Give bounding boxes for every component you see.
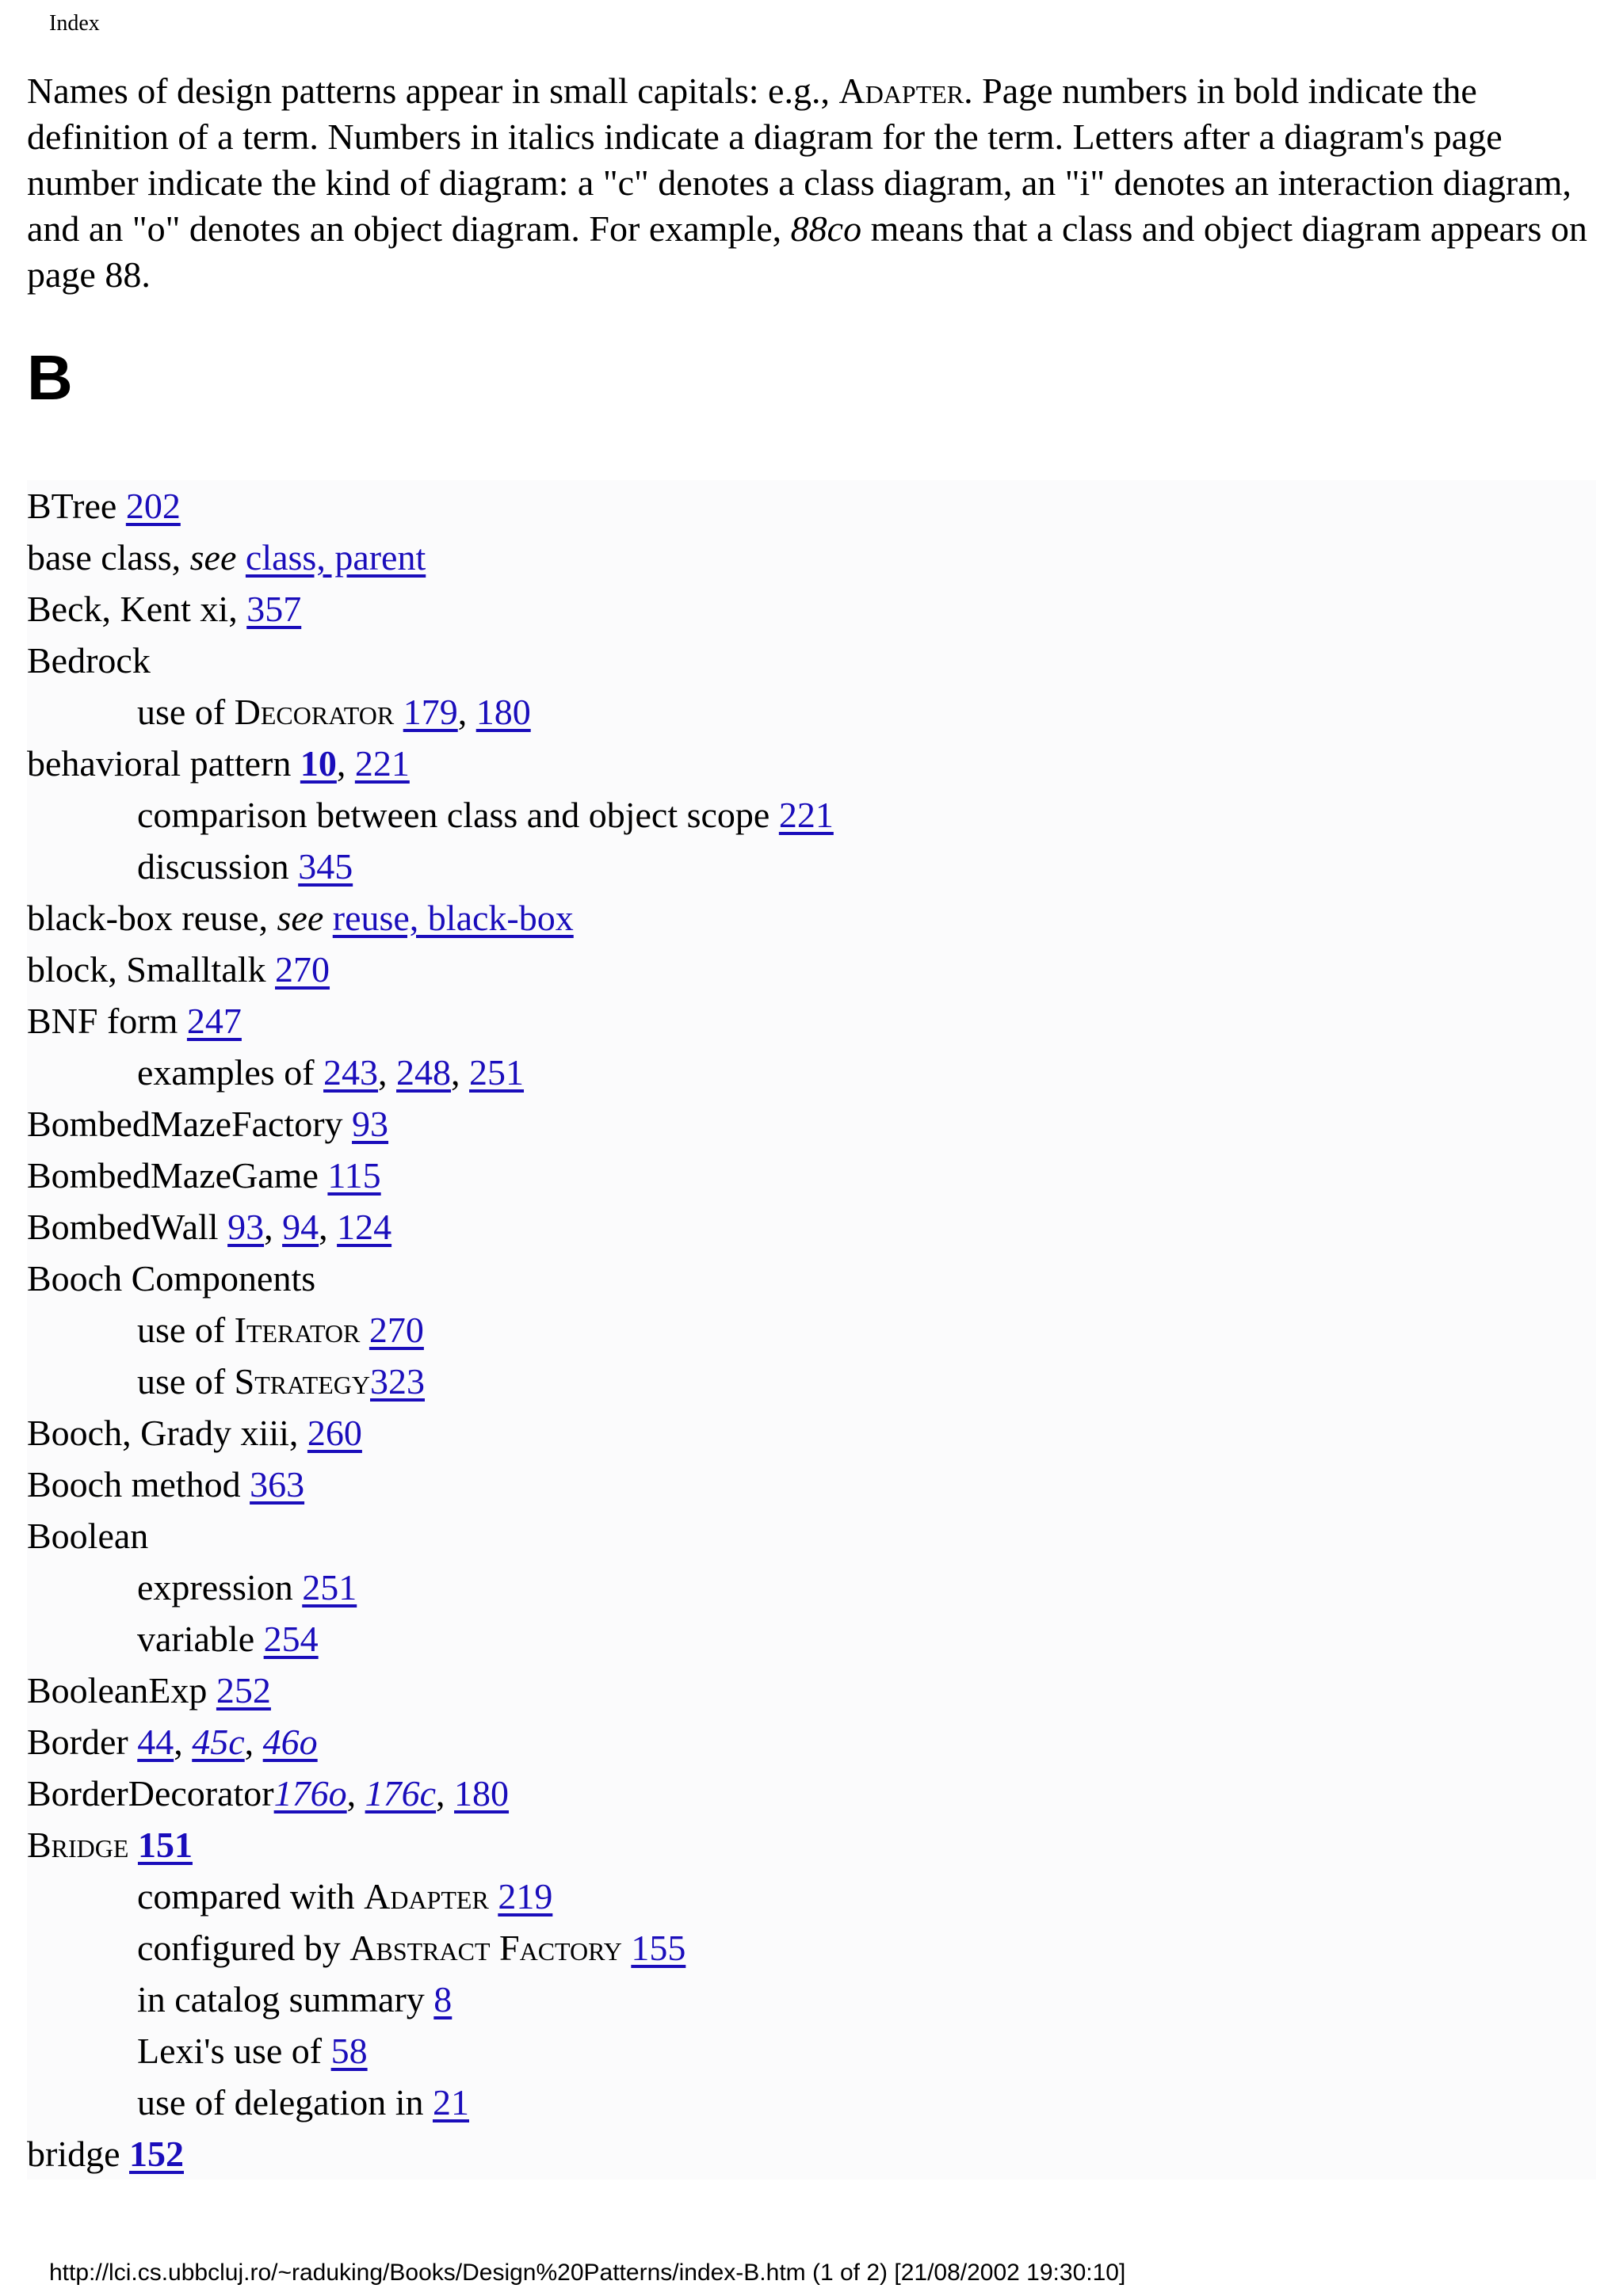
entry-term: BooleanExp: [27, 1670, 208, 1711]
index-subentry: [27, 1304, 1596, 1356]
index-subentry: [27, 1356, 1596, 1407]
entry-pattern-name: Abstract Factory: [349, 1928, 622, 1968]
entry-term: Booch method: [27, 1464, 241, 1505]
page-ref-link[interactable]: 323: [370, 1361, 425, 1402]
entry-pattern-name: Strategy: [234, 1361, 370, 1402]
intro-text-1: Names of design patterns appear in small capitals: e.g.,: [27, 71, 839, 111]
page-ref-link[interactable]: 363: [250, 1464, 305, 1505]
entry-term: base class,: [27, 537, 181, 578]
index-subentry: [27, 1922, 1596, 1974]
footer-url: http://lci.cs.ubbcluj.ro/~raduking/Books/Design%20Patterns/index-B.htm (1 of 2) [21/08/2002 19:30:10]: [49, 2260, 1126, 2286]
index-subentry: [27, 789, 1596, 841]
index-entry: [27, 892, 1596, 944]
entry-term: BombedMazeGame: [27, 1155, 319, 1196]
entry-pattern-name: Adapter: [364, 1876, 489, 1917]
index-subentry: [27, 1974, 1596, 2025]
entry-term: expression: [137, 1567, 293, 1608]
entry-term: Lexi's use of: [137, 2031, 323, 2071]
entry-term: Beck, Kent xi,: [27, 589, 238, 629]
entry-term: use of: [137, 692, 226, 732]
entry-pattern-name: Iterator: [234, 1310, 361, 1350]
index-entry: [27, 2128, 1596, 2180]
page-ref-link[interactable]: 124: [337, 1207, 392, 1247]
entry-term: discussion: [137, 846, 289, 887]
entry-term: use of delegation in: [137, 2082, 424, 2122]
index-entry: [27, 1253, 1596, 1304]
entry-term: variable: [137, 1619, 255, 1659]
entry-term: compared with: [137, 1876, 355, 1917]
entry-term: Boolean: [27, 1516, 149, 1556]
page-ref-link[interactable]: 251: [469, 1052, 525, 1093]
intro-example-pattern: Adapter: [838, 71, 964, 111]
entry-term: in catalog summary: [137, 1979, 425, 2019]
page-ref-link[interactable]: 58: [330, 2031, 368, 2071]
entry-term: behavioral pattern: [27, 743, 292, 784]
entry-term: Booch, Grady xiii,: [27, 1413, 299, 1453]
index-subentry: [27, 1562, 1596, 1613]
page-ref-link[interactable]: 93: [352, 1104, 389, 1144]
index-subentry: [27, 2077, 1596, 2128]
page-ref-link[interactable]: 270: [369, 1310, 424, 1350]
index-entry: [27, 1407, 1596, 1459]
entry-term: block, Smalltalk: [27, 949, 266, 990]
page-header-title: Index: [49, 11, 100, 36]
see-label: see: [277, 898, 324, 938]
index-entry: [27, 1150, 1596, 1201]
section-letter-heading: B: [27, 342, 73, 413]
index-entry-list: [27, 480, 1596, 2180]
page-ref-link[interactable]: 8: [433, 1979, 453, 2019]
intro-example-ref: 88co: [790, 208, 862, 249]
index-entry: [27, 1819, 1596, 1871]
index-subentry: use of Decorator 179, 180: [137, 692, 531, 732]
index-entry: [27, 583, 1596, 635]
page-ref-link[interactable]: 94: [282, 1207, 319, 1247]
entry-pattern-name: Bridge: [27, 1825, 129, 1865]
entry-term: Bedrock: [27, 640, 151, 681]
entry-term: bridge: [27, 2134, 120, 2174]
page-ref-link[interactable]: 180: [454, 1773, 510, 1814]
page-ref-link[interactable]: 270: [275, 949, 330, 990]
page-ref-link[interactable]: 254: [263, 1619, 319, 1659]
index-entry: [27, 532, 1596, 583]
intro-text-2: . Page numbers in bold indicate the definition of a term. Numbers in italics indicate a diagram for the term. Letters after a diagram's page number indicate the kind of diagram: a "c" denotes a class diagram, an "i" denotes an interaction diagram, and an "o" denotes an object diagram. For example,: [27, 71, 1571, 249]
index-entry: behavioral pattern 10, 221: [27, 743, 410, 784]
page-ref-link[interactable]: 202: [125, 486, 181, 526]
page-ref-link[interactable]: 10: [300, 743, 337, 784]
entry-term: use of: [137, 1310, 226, 1350]
index-entry: [27, 995, 1596, 1047]
index-entry: [27, 1459, 1596, 1510]
page-ref-link[interactable]: 151: [137, 1825, 193, 1865]
page-ref-link[interactable]: 44: [137, 1722, 174, 1762]
page-ref-link[interactable]: 179: [403, 692, 458, 732]
see-link[interactable]: reuse, black-box: [332, 898, 574, 938]
entry-term: configured by: [137, 1928, 341, 1968]
page-ref-link[interactable]: 247: [186, 1001, 242, 1041]
index-subentry: examples of 243, 248, 251: [137, 1052, 525, 1093]
page-ref-link[interactable]: 252: [216, 1670, 271, 1711]
entry-term: use of: [137, 1361, 226, 1402]
page-ref-link[interactable]: 248: [396, 1052, 452, 1093]
page-ref-link[interactable]: 221: [354, 743, 410, 784]
see-label: see: [189, 537, 237, 578]
entry-term: examples of: [137, 1052, 315, 1093]
index-subentry: [27, 1871, 1596, 1922]
page-ref-link[interactable]: 93: [227, 1207, 265, 1247]
page-ref-link[interactable]: 155: [631, 1928, 686, 1968]
index-entry: Border 44, 45c, 46o: [27, 1722, 318, 1762]
page-ref-link[interactable]: 180: [475, 692, 531, 732]
index-entry: BombedWall 93, 94, 124: [27, 1207, 392, 1247]
index-entry: [27, 635, 1596, 686]
entry-term: comparison between class and object scope: [137, 795, 770, 835]
page-ref-link[interactable]: 251: [302, 1567, 357, 1608]
entry-term: Booch Components: [27, 1258, 316, 1299]
page-ref-link[interactable]: 176o: [273, 1773, 347, 1814]
index-subentry: [27, 841, 1596, 892]
entry-term: BTree: [27, 486, 117, 526]
page-ref-link[interactable]: 357: [246, 589, 302, 629]
index-entry: [27, 1665, 1596, 1716]
index-entry: [27, 1098, 1596, 1150]
page-ref-link[interactable]: 152: [129, 2134, 185, 2174]
page-ref-link[interactable]: 221: [778, 795, 834, 835]
entry-term: BorderDecorator: [27, 1773, 274, 1814]
page-ref-link[interactable]: 345: [298, 846, 353, 887]
entry-term: BNF form: [27, 1001, 178, 1041]
index-entry: [27, 944, 1596, 995]
see-link[interactable]: class, parent: [245, 537, 426, 578]
page-ref-link[interactable]: 219: [498, 1876, 553, 1917]
page-ref-link[interactable]: 243: [323, 1052, 379, 1093]
index-entry: [27, 1510, 1596, 1562]
entry-term: BombedWall: [27, 1207, 219, 1247]
entry-term: BombedMazeFactory: [27, 1104, 343, 1144]
page-ref-link[interactable]: 46o: [262, 1722, 318, 1762]
entry-pattern-name: Decorator: [234, 692, 395, 732]
intro-paragraph: [27, 68, 1596, 298]
entry-term: black-box reuse,: [27, 898, 268, 938]
index-entry: [27, 480, 1596, 532]
index-subentry: [27, 1613, 1596, 1665]
entry-term: Border: [27, 1722, 128, 1762]
index-subentry: [27, 2025, 1596, 2077]
intro-text-3: means that a class and object diagram appears on page 88.: [27, 208, 1587, 295]
page-ref-link[interactable]: 115: [327, 1155, 381, 1196]
page-ref-link[interactable]: 45c: [192, 1722, 245, 1762]
index-entry: BorderDecorator176o, 176c, 180: [27, 1773, 510, 1814]
page-ref-link[interactable]: 260: [307, 1413, 362, 1453]
page-ref-link[interactable]: 21: [433, 2082, 470, 2122]
page-ref-link[interactable]: 176c: [365, 1773, 437, 1814]
